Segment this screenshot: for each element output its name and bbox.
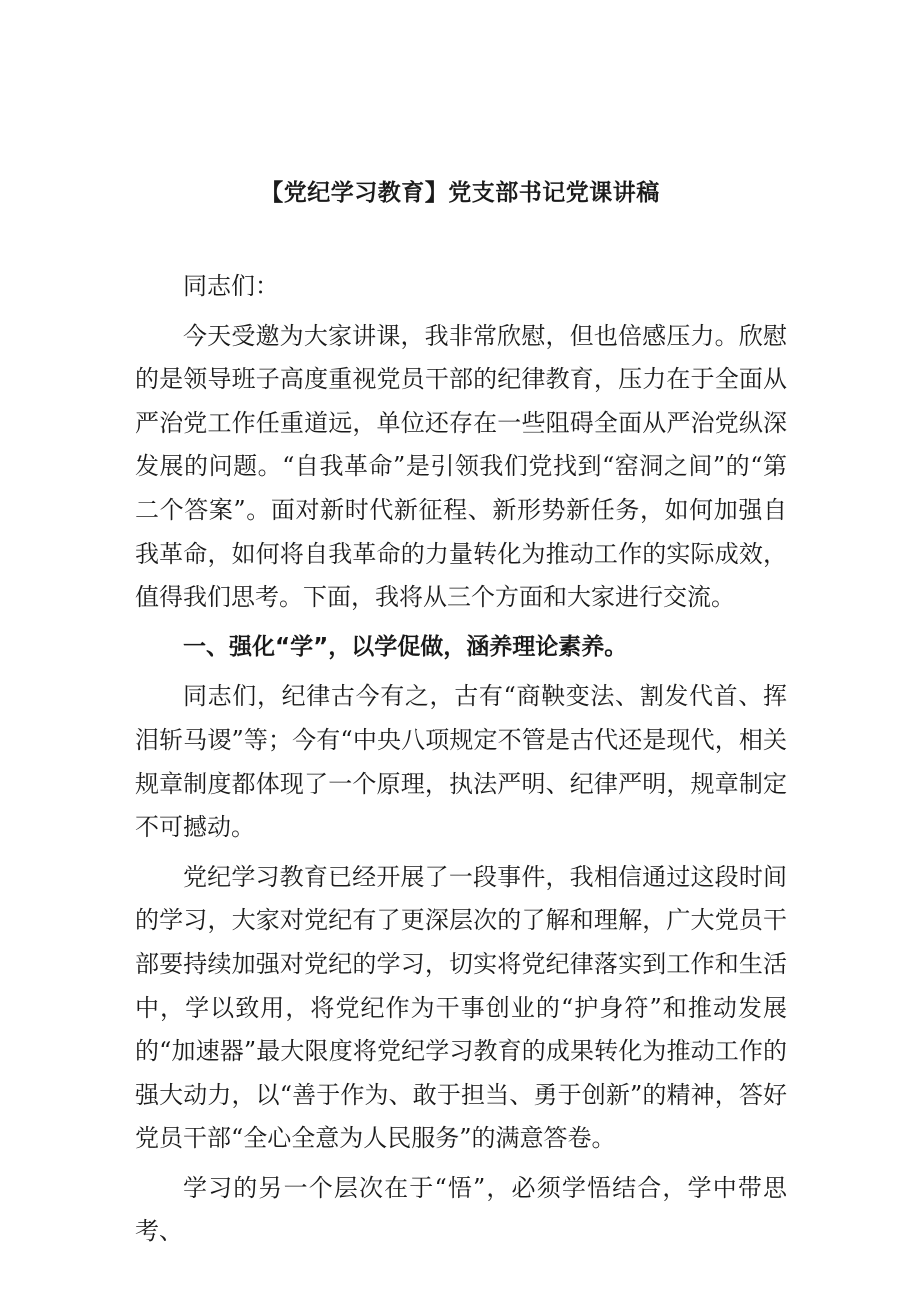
paragraph-party-discipline-study: 党纪学习教育已经开展了一段事件，我相信通过这段时间的学习，大家对党纪有了更深层次的了解和理解，广大党员干部要持续加强对党纪的学习，切实将党纪律落实到工作和生活中，学以致用，将党纪作为干事创业的“护身符”和推动发展的“加速器”最大限度将党纪学习教育的成果转化为推动工作的强大动力，以“善于作为、敢于担当、勇于创新”的精神，答好党员干部“全心全意为人民服务”的满意答卷。 [135,862,787,1153]
document-body [135,265,787,1254]
salutation: 同志们： [183,272,279,300]
paragraph-discipline-history: 同志们，纪律古今有之，古有“商鞅变法、割发代首、挥泪斩马谡”等；今有“中央八项规定不管是古代还是现代，相关规章制度都体现了一个原理，执法严明、纪律严明，规章制定不可撼动。 [135,682,787,842]
section-heading-1: 一、强化“学”，以学促做，涵养理论素养。 [183,633,628,660]
paragraph-intro: 今天受邀为大家讲课，我非常欣慰，但也倍感压力。欣慰的是领导班子高度重视党员干部的纪律教育，压力在于全面从严治党工作任重道远，单位还存在一些阻碍全面从严治党纵深发展的问题。“自我革命”是引领我们党找到“窑洞之间”的“第二个答案”。面对新时代新征程、新形势新任务，如何加强自我革命，如何将自我革命的力量转化为推动工作的实际成效，值得我们思考。下面，我将从三个方面和大家进行交流。 [135,321,787,612]
document-title: 【党纪学习教育】党支部书记党课讲稿 [260,180,660,206]
paragraph-comprehension: 学习的另一个层次在于“悟”，必须学悟结合，学中带思考、 [135,1173,787,1246]
